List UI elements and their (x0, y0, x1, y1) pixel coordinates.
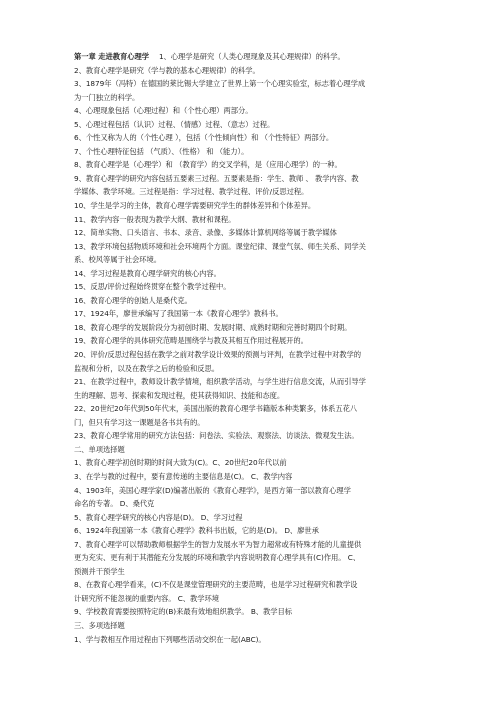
document-body (74, 64, 420, 647)
text-line: 生的理解、思考、探索和发现过程，使其获得知识、技能和态度。 (74, 390, 285, 400)
text-line: 12、简单实物、口头语言、书本、录音、录像、多媒体计算机网络等属于教学媒体 (74, 228, 337, 238)
text-line: 4、1903年，美国心理学家(D)编著出版的《教育心理学》，是西方第一部以教育心理学 (74, 485, 351, 495)
text-line: 23、教育心理学常用的研究方法包括：问卷法、实验法、观察法、访谈法、微观发生法。 (74, 431, 359, 441)
text-line: 9、教育心理学的研究内容包括五要素三过程。五要素是指：学生、教师 、 教学内容、教 (74, 173, 359, 183)
text-line: 命名的专著。 D、桑代克 (74, 499, 155, 509)
text-line: 学媒体、教学环境。三过程是指：学习过程、教学过程、评价/反思过程。 (74, 187, 309, 197)
text-line: 5、心理过程包括（认识）过程、（情感）过程、（意志）过程。 (74, 119, 275, 129)
text-line: 1、教育心理学初创时期的时间大致为(C)。C、20世纪20年代以前 (74, 458, 287, 468)
text-line: 17、1924年，廖世承编写了我国第一本《教育心理学》教科书。 (74, 309, 283, 319)
text-line: 22、20世纪20年代到50年代末，美国出版的教育心理学书籍版本种类繁多，体系五花八 (74, 404, 358, 414)
chapter-title: 第一章 走进教育心理学 (74, 52, 149, 61)
text-line: 20、评价/反思过程包括在教学之前对教学设计效果的预测与评判，在教学过程中对教学的 (74, 350, 361, 360)
text-line: 2、教育心理学是研究（学与教的基本心理规律）的科学。 (74, 65, 260, 75)
text-line: 11、教学内容一般表现为教学大纲、教材和课程。 (74, 214, 236, 224)
text-line: 3、1879年（冯特）在德国的莱比锡大学建立了世界上第一个心理实验室，标志着心理学成 (74, 79, 366, 89)
text-line: 21、在教学过程中，教师设计教学情境，组织教学活动，与学生进行信息交流，从而引导学 (74, 377, 366, 387)
text-line: 三、多项选择题 (74, 620, 125, 630)
text-line: 15、反思/评价过程始终贯穿在整个教学过程中。 (74, 282, 231, 292)
text-line: 7、教育心理学可以帮助教师根据学生的智力发展水平为智力超常或有特殊才能的儿童提供 (74, 539, 362, 549)
text-line: 计研究所不能忽视的重要内容。 C、教学环境 (74, 593, 220, 603)
text-line: 8、在教育心理学看来，(C)不仅是课堂管理研究的主要范畴，也是学习过程研究和教学设 (74, 580, 358, 590)
document-page (74, 50, 420, 646)
text-line: 门，但只有学习这一课题是各书共有的。 (74, 417, 205, 427)
text-line: 5、教育心理学研究的核心内容是(D)。 D、学习过程 (74, 512, 243, 522)
text-line: 3、在学与教的过程中，要有意传递的主要信息是(C)。 C、教学内容 (74, 471, 293, 481)
text-line: 7、个性心理特征包括 （气质）、（性格） 和 （能力）。 (74, 146, 249, 156)
text-line: 4、心理现象包括（心理过程）和（个性心理）两部分。 (74, 106, 253, 116)
text-line: 8、教育心理学是（心理学）和 （教育学）的交叉学科，是（应用心理学）的一种。 (74, 160, 342, 170)
text-line: 预测并干预学生 (74, 566, 125, 576)
text-line: 19、教育心理学的具体研究范畴是围绕学与教及其相互作用过程展开的。 (74, 336, 308, 346)
text-line: 13、教学环境包括物质环境和社会环境两个方面。课堂纪律、课堂气氛、师生关系、同学关 (74, 241, 366, 251)
text-line: 二、单项选择题 (74, 444, 125, 454)
text-line: 10、学生是学习的主体，教育心理学需要研究学生的群体差异和个体差异。 (74, 201, 316, 211)
text-line: 为一门独立的科学。 (74, 92, 140, 102)
text-line: 9、学校教育需要按照特定的(B)来最有效地组织教学。 B、教学目标 (74, 607, 293, 617)
text-line: 1、学与教相互作用过程由下列哪些活动交织在一起(ABC)。 (74, 634, 266, 644)
heading-line (74, 50, 420, 64)
text-line: 6、个性又称为人的（个性心理 ），包括（个性倾向性）和 （个性特征）两部分。 (74, 133, 334, 143)
text-line: 1、心理学是研究（人类心理现象及其心理规律）的科学。 (158, 52, 345, 61)
text-line: 监视和分析，以及在教学之后的检验和反思。 (74, 363, 219, 373)
text-line: 18、教育心理学的发展阶段分为初创时期、发展时期、成熟时期和完善时期四个时期。 (74, 322, 352, 332)
text-line: 6、1924年我国第一本《教育心理学》教科书出版，它的是(D)。 D、廖世承 (74, 526, 319, 536)
text-line: 系、校风等属于社会环境。 (74, 255, 161, 265)
text-line: 更为充实、更有利于其潜能充分发展的环境和教学内容说明教育心理学具有(C)作用。 C、 (74, 553, 361, 563)
text-line: 16、教育心理学的创始人是桑代克。 (74, 295, 192, 305)
text-line: 14、学习过程是教育心理学研究的核心内容。 (74, 268, 221, 278)
